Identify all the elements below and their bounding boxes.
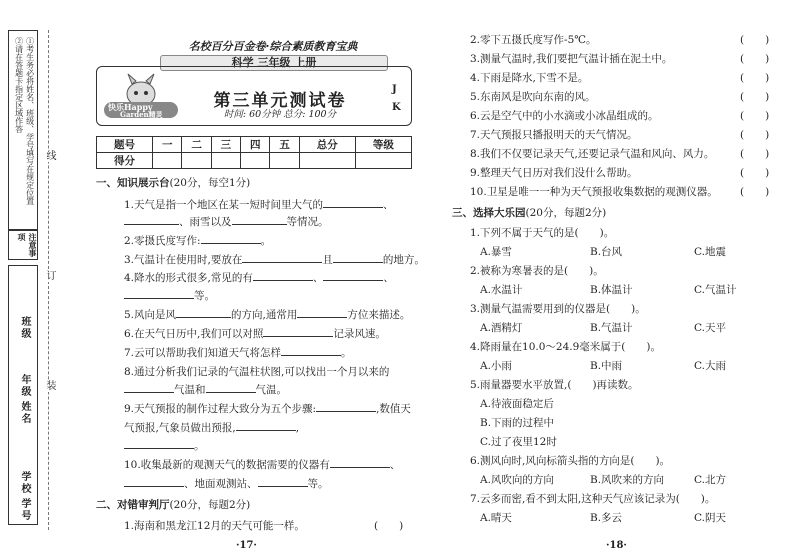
page-number-left: ·17· <box>236 540 257 551</box>
s1-q1-text: 、雨雪以及 <box>179 216 232 228</box>
logo-text-2: Garden精灵 <box>120 110 163 119</box>
s3-option[interactable]: B.多云 <box>590 512 623 524</box>
answer-paren[interactable]: ( ) <box>740 91 770 103</box>
cut-label-2: 订 <box>44 270 55 282</box>
s3-option[interactable]: A.待液面稳定后 <box>480 398 554 410</box>
page-title: 第三单元测试卷 <box>213 91 347 111</box>
s2-item: 7.天气预报只播报明天的天气情况。 <box>470 129 638 141</box>
answer-blank[interactable] <box>323 198 383 208</box>
side-letter-k: K <box>392 102 401 113</box>
s1-q2-text: 2.零摄氏度写作: <box>124 235 201 247</box>
s1-q7 <box>124 345 352 360</box>
s3-q5: 5.雨量器要水平放置,( )再读数。 <box>470 379 639 391</box>
s1-q10-line1 <box>124 457 400 472</box>
s2-item: 3.测量气温时,我们要把气温计插在泥土中。 <box>470 53 673 65</box>
answer-paren[interactable]: ( ) <box>740 186 770 198</box>
s1-q5-text: 方位来描述。 <box>347 309 411 321</box>
score-cell[interactable] <box>241 153 270 169</box>
answer-paren[interactable]: ( ) <box>740 72 770 84</box>
answer-blank[interactable] <box>201 234 261 244</box>
score-cell[interactable] <box>270 153 299 169</box>
answer-blank[interactable] <box>236 421 296 431</box>
answer-blank[interactable] <box>263 327 333 337</box>
s3-option[interactable]: C.天平 <box>694 322 726 334</box>
s2-item: 5.东南风是吹向东南的风。 <box>470 91 596 103</box>
s1-q2-text: 。 <box>260 235 272 247</box>
s3-option[interactable]: C.地震 <box>694 246 726 258</box>
label-class: 班级 <box>19 316 30 340</box>
s1-q1-text: 1.天气是指一个地区在某一短时间里大气的 <box>124 199 324 211</box>
s3-q7: 7.云多而密,看不到太阳,这种天气应该记录为( )。 <box>470 493 716 505</box>
s1-q3 <box>124 252 425 267</box>
answer-paren[interactable]: ( ) <box>740 34 770 46</box>
answer-blank[interactable] <box>253 271 313 281</box>
cut-label-1: 线 <box>44 150 55 162</box>
s1-q10-text: 10.收集最新的观测天气的数据需要的仪器有 <box>124 459 330 471</box>
answer-blank[interactable] <box>124 215 179 225</box>
section-3-title: 三、选择大乐园 <box>452 207 526 219</box>
score-header-cell: 五 <box>270 137 299 153</box>
s1-q9-text: 气预报,气象员做出预报, <box>124 422 236 434</box>
s3-option[interactable]: C.气温计 <box>694 284 737 296</box>
s1-q9-text: 9.天气预报的制作过程大致分为五个步骤: <box>124 403 317 415</box>
score-header-cell: 二 <box>182 137 211 153</box>
s1-q9-line3 <box>124 438 205 453</box>
answer-paren[interactable]: ( ) <box>740 129 770 141</box>
answer-blank[interactable] <box>176 308 231 318</box>
s1-q9-line1 <box>124 401 411 416</box>
score-table <box>96 136 412 169</box>
s2-item: 6.云是空气中的小水滴或小冰晶组成的。 <box>470 110 659 122</box>
s1-q8-line1 <box>124 364 389 379</box>
answer-blank[interactable] <box>124 383 174 393</box>
label-id: 学号 <box>19 498 30 522</box>
info-box <box>8 265 38 525</box>
score-header-row <box>97 137 412 153</box>
label-grade: 年级 <box>19 374 30 398</box>
s1-q1-text: 等情况。 <box>286 216 329 228</box>
s3-q4: 4.降雨量在10.0～24.9毫米属于( )。 <box>470 341 661 353</box>
answer-blank[interactable] <box>333 253 383 263</box>
s1-q4-text: 、 <box>383 272 394 284</box>
exam-subtitle: 时间: 60分钟 总分: 100分 <box>223 109 337 120</box>
s1-q3-text: 且 <box>322 254 333 266</box>
s1-q8-line2 <box>124 382 287 397</box>
notes-label: 注意事项 <box>17 233 38 257</box>
answer-paren[interactable]: ( ) <box>740 110 770 122</box>
score-cell[interactable] <box>182 153 211 169</box>
answer-blank[interactable] <box>124 477 184 487</box>
s3-option[interactable]: A.晴天 <box>480 512 512 524</box>
s3-option[interactable]: A.风吹向的方向 <box>480 474 554 486</box>
s1-q2 <box>124 233 271 248</box>
s1-q10-text: 等。 <box>307 478 329 490</box>
side-letter-j: J <box>392 84 397 95</box>
answer-paren[interactable]: ( ) <box>740 53 770 65</box>
s3-option[interactable]: A.酒精灯 <box>480 322 523 334</box>
s1-q10-text: 、 <box>389 459 401 471</box>
s2-item: 10.卫星是唯一一种为天气预报收集数据的观测仪器。 <box>470 186 718 198</box>
section-2-note: (20分，每题2分) <box>169 499 251 511</box>
s3-option[interactable]: C.过了夜里12时 <box>480 436 557 448</box>
s3-option[interactable]: B.风吹来的方向 <box>590 474 665 486</box>
answer-blank[interactable] <box>323 271 383 281</box>
section-1-heading <box>96 175 250 190</box>
answer-blank[interactable] <box>232 215 287 225</box>
score-cell[interactable] <box>153 153 182 169</box>
score-row <box>97 153 412 169</box>
s1-q7-text: 7.云可以帮助我们知道天气将怎样 <box>124 347 282 359</box>
answer-blank[interactable] <box>297 308 347 318</box>
s1-q4-line1 <box>124 270 394 285</box>
subject-ribbon: 科学 三年级 上册 <box>160 55 388 71</box>
s1-q10-text: 、地面观测站、 <box>184 478 258 490</box>
notes-box <box>8 30 38 230</box>
s1-q8-text: 气温。 <box>255 384 287 396</box>
s1-q1-text: 、 <box>383 199 394 211</box>
s2-item: 1.海南和黑龙江12月的天气可能一样。 <box>124 520 305 532</box>
score-header-cell: 一 <box>153 137 182 153</box>
score-header-cell: 总分 <box>299 137 355 153</box>
s1-q6 <box>124 326 386 341</box>
s1-q9-text: 。 <box>194 440 205 452</box>
s1-q1-line1 <box>124 197 394 212</box>
answer-paren[interactable]: ( ) <box>740 167 770 179</box>
score-header-cell: 题号 <box>97 137 153 153</box>
section-1-note: (20分，每空1分) <box>169 177 251 189</box>
s1-q6-text: 6.在天气日历中,我们可以对照 <box>124 328 264 340</box>
s3-option[interactable]: C.阴天 <box>694 512 726 524</box>
section-1-title: 一、知识展示台 <box>96 177 170 189</box>
score-row-label: 得分 <box>97 153 153 169</box>
s1-q6-text: 记录风速。 <box>333 328 386 340</box>
s3-option[interactable]: A.小雨 <box>480 360 512 372</box>
s1-q5 <box>124 307 410 322</box>
s1-q4-text: 等。 <box>194 290 215 302</box>
s1-q5-text: 5.风向是风 <box>124 309 177 321</box>
s2-item: 4.下雨是降水,下雪不是。 <box>470 72 589 84</box>
s3-q2: 2.被称为寒暑表的是( )。 <box>470 265 604 277</box>
answer-blank[interactable] <box>330 458 390 468</box>
s1-q7-text: 。 <box>341 347 352 359</box>
s3-q3: 3.测量气温需要用到的仪器是( )。 <box>470 303 646 315</box>
s1-q4-line2 <box>124 288 215 303</box>
score-header-cell: 等级 <box>355 137 411 153</box>
score-header-cell: 四 <box>241 137 270 153</box>
s1-q5-text: 的方向,通常用 <box>231 309 298 321</box>
section-3-heading <box>452 205 606 220</box>
answer-blank[interactable] <box>206 383 256 393</box>
answer-blank[interactable] <box>124 439 194 449</box>
s1-q3-text: 3.气温计在使用时,要放在 <box>124 254 243 266</box>
score-cell[interactable] <box>211 153 240 169</box>
answer-paren[interactable]: ( ) <box>374 520 404 532</box>
binding-margin <box>8 30 56 530</box>
section-3-note: (20分，每题2分) <box>525 207 607 219</box>
notes-1: ①考生务必将姓名、班级、学号填写在规定位置 <box>25 37 35 205</box>
s1-q9-line2 <box>124 420 299 435</box>
answer-paren[interactable]: ( ) <box>740 148 770 160</box>
logo-text-1: 快乐Happy <box>108 102 153 112</box>
s3-option[interactable]: C.大雨 <box>694 360 726 372</box>
s3-option[interactable]: A.水温计 <box>480 284 523 296</box>
score-header-cell: 三 <box>211 137 240 153</box>
s1-q8-text: 8.通过分析我们记录的气温柱状图,可以找出一个月以来的 <box>124 366 390 378</box>
s3-option[interactable]: B.台风 <box>590 246 623 258</box>
answer-blank[interactable] <box>124 289 194 299</box>
s3-option[interactable]: B.气温计 <box>590 322 633 334</box>
s3-option[interactable]: A.暴雪 <box>480 246 512 258</box>
answer-blank[interactable] <box>258 477 308 487</box>
s1-q9-text: ,数值天 <box>376 403 411 415</box>
s3-option[interactable]: B.下雨的过程中 <box>480 417 555 429</box>
s3-q1: 1.下列不属于天气的是( )。 <box>470 227 615 239</box>
section-2-title: 二、对错审判厅 <box>96 499 170 511</box>
happy-garden-logo <box>102 72 180 120</box>
label-name: 姓名 <box>19 401 30 425</box>
answer-blank[interactable] <box>281 346 341 356</box>
s1-q4-text: 、 <box>312 272 324 284</box>
s1-q3-text: 的地方。 <box>382 254 425 266</box>
section-2-heading <box>96 497 250 512</box>
s1-q1-line2 <box>124 214 329 229</box>
s1-q4-text: 4.降水的形式很多,常见的有 <box>124 272 253 284</box>
s1-q8-text: 气温和 <box>174 384 206 396</box>
s3-option[interactable]: B.中雨 <box>590 360 623 372</box>
notes-2: ②请在答题卡指定区域作答 <box>14 37 24 133</box>
s2-item: 8.我们不仅要记录天气,还要记录气温和风向、风力。 <box>470 148 715 160</box>
s1-q9-text: , <box>295 422 300 434</box>
s2-item: 2.零下五摄氏度写作-5℃。 <box>470 34 597 46</box>
cut-label-3: 装 <box>44 380 55 392</box>
s3-q6: 6.测风向时,风向标箭头指的方向是( )。 <box>470 455 671 467</box>
notes-label-box <box>8 230 38 260</box>
score-cell[interactable] <box>299 153 355 169</box>
series-slogan: 名校百分百金卷·综合素质教育宝典 <box>188 40 358 53</box>
s1-q10-line2 <box>124 476 329 491</box>
answer-blank[interactable] <box>242 253 322 263</box>
s3-option[interactable]: C.北方 <box>694 474 726 486</box>
score-cell[interactable] <box>355 153 411 169</box>
s2-item: 9.整理天气日历对我们没什么帮助。 <box>470 167 638 179</box>
label-school: 学校 <box>19 471 30 495</box>
s3-option[interactable]: B.体温计 <box>590 284 633 296</box>
answer-blank[interactable] <box>316 402 376 412</box>
page-number-right: ·18· <box>606 540 627 551</box>
